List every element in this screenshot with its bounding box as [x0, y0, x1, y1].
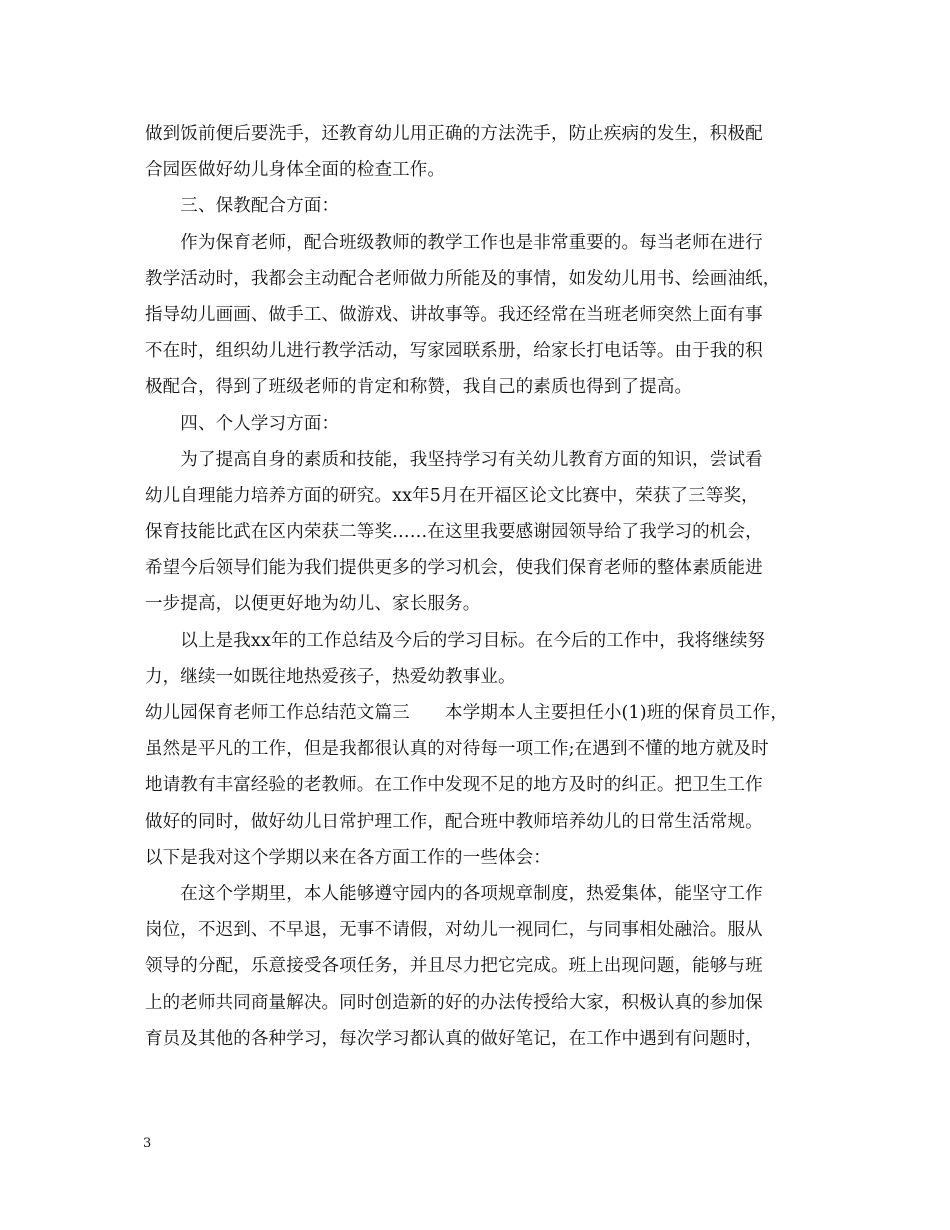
text-line: 一步提高，以便更好地为幼儿、家长服务。: [145, 594, 481, 615]
text-line: 虽然是平凡的工作，但是我都很认真的对待每一项工作;在遇到不懂的地方就及时: [145, 739, 769, 760]
text-line: 做好的同时，做好幼儿日常护理工作，配合班中教师培养幼儿的日常生活常规。: [145, 811, 763, 832]
text-line: 领导的分配，乐意接受各项任务，并且尽力把它完成。班上出现问题，能够与班: [145, 956, 763, 977]
text-line: 育员及其他的各种学习，每次学习都认真的做好笔记，在工作中遇到有问题时，: [145, 1028, 763, 1049]
text-line: 力，继续一如既往地热爱孩子，热爱幼教事业。: [145, 666, 516, 687]
text-line: 极配合，得到了班级老师的肯定和称赞，我自己的素质也得到了提高。: [145, 377, 693, 398]
text-line: 岗位，不迟到、不早退，无事不请假，对幼儿一视同仁，与同事相处融洽。服从: [145, 920, 763, 941]
text-line: 保育技能比武在区内荣获二等奖……在这里我要感谢园领导给了我学习的机会，: [145, 522, 763, 543]
text-line: 幼儿园保育老师工作总结范文篇三 本学期本人主要担任小(1)班的保育员工作，: [145, 703, 788, 723]
text-line: 希望今后领导们能为我们提供更多的学习机会，使我们保育老师的整体素质能进: [145, 558, 763, 579]
text-line: 合园医做好幼儿身体全面的检查工作。: [145, 160, 446, 181]
text-line: 以下是我对这个学期以来在各方面工作的一些体会：: [145, 847, 551, 868]
text-line: 教学活动时，我都会主动配合老师做力所能及的事情，如发幼儿用书、绘画油纸，: [145, 268, 781, 289]
text-line: 四、个人学习方面：: [145, 413, 340, 434]
document-body: [145, 116, 825, 1057]
text-line: 指导幼儿画画、做手工、做游戏、讲故事等。我还经常在当班老师突然上面有事: [145, 304, 763, 325]
text-line: 在这个学期里，本人能够遵守园内的各项规章制度，热爱集体，能坚守工作: [145, 883, 763, 904]
text-line: 做到饭前便后要洗手，还教育幼儿用正确的方法洗手，防止疾病的发生，积极配: [145, 124, 763, 144]
text-line: 作为保育老师，配合班级教师的教学工作也是非常重要的。每当老师在进行: [145, 232, 763, 253]
page-number: 3: [143, 1136, 152, 1151]
text-line: 为了提高自身的素质和技能，我坚持学习有关幼儿教育方面的知识，尝试看: [145, 449, 763, 470]
text-line: 以上是我xx年的工作总结及今后的学习目标。在今后的工作中，我将继续努: [145, 630, 766, 651]
text-line: 上的老师共同商量解决。同时创造新的好的办法传授给大家，积极认真的参加保: [145, 992, 763, 1013]
text-line: 地请教有丰富经验的老教师。在工作中发现不足的地方及时的纠正。把卫生工作: [145, 775, 763, 796]
text-line: 幼儿自理能力培养方面的研究。xx年5月在开福区论文比赛中，荣获了三等奖，: [145, 485, 759, 506]
text-line: 三、保教配合方面：: [145, 196, 340, 217]
text-line: 不在时，组织幼儿进行教学活动，写家园联系册，给家长打电话等。由于我的积: [145, 341, 763, 362]
